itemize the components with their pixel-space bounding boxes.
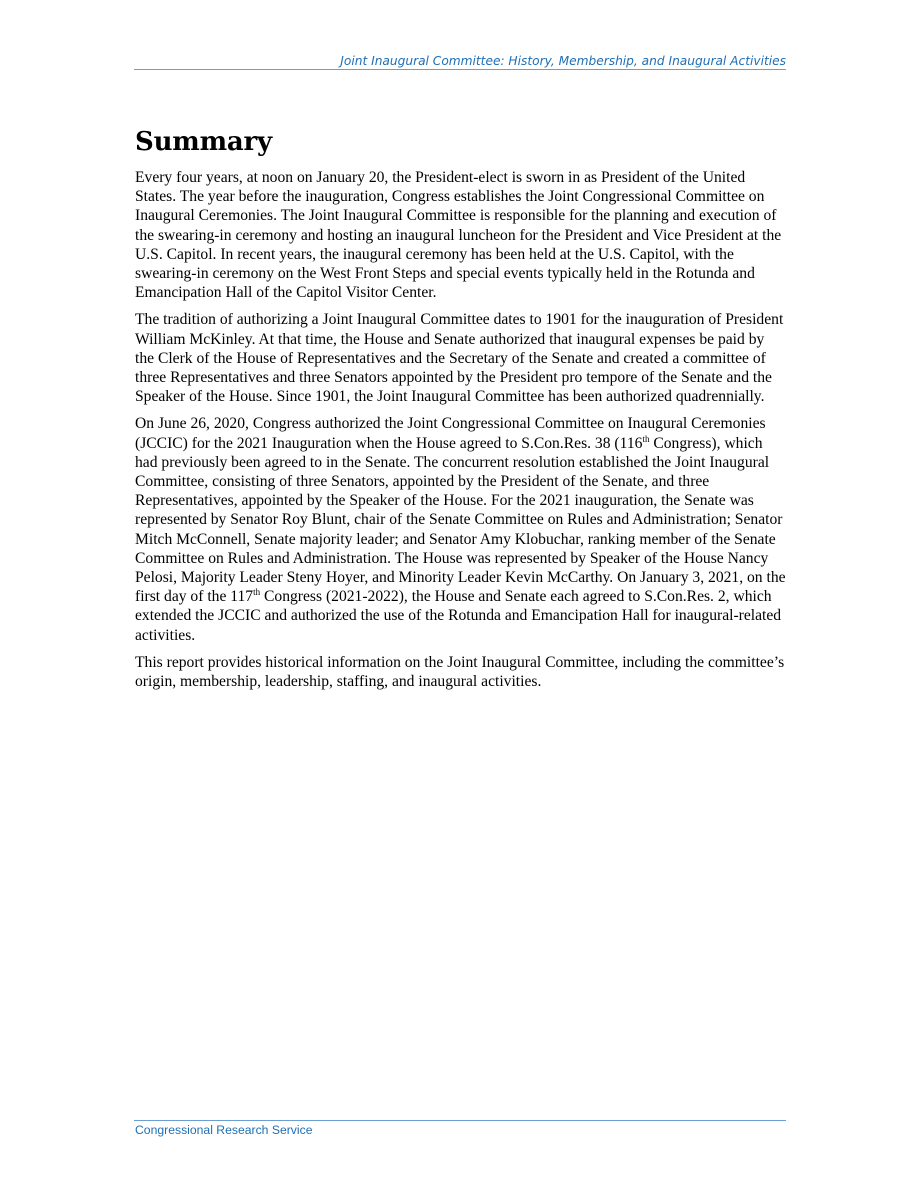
- paragraph-3-text-b: Congress), which had previously been agreed to in the Senate. The concurrent resolution established the Joint Inaugural Committee, consisting of three Senators, appointed by the President of the Senate, and three Representatives, appointed by the Speaker of the House. For the 2021 inauguration, the Senate was represented by Senator Roy Blunt, chair of the Senate Committee on Rules and Administration; Senator Mitch McConnell, Senate majority leader; and Senator Amy Klobuchar, ranking member of the Senate Committee on Rules and Administration. The House was represented by Speaker of the House Nancy Pelosi, Majority Leader Steny Hoyer, and Minority Leader Kevin McCarthy. On January 3, 2021, on the first day of the 117: [135, 434, 786, 606]
- footer-divider: [134, 1120, 786, 1121]
- section-heading: Summary: [135, 127, 272, 157]
- ordinal-suffix-116th: th: [642, 433, 650, 444]
- footer-publisher: Congressional Research Service: [135, 1123, 313, 1137]
- paragraph-3-text-a: On June 26, 2020, Congress authorized the Joint Congressional Committee on Inaugural Ceremonies (JCCIC) for the 2021 Inauguration when the House agreed to S.Con.Res. 38 (116: [135, 415, 766, 452]
- ordinal-suffix-117th: th: [253, 587, 261, 598]
- running-header-title: Joint Inaugural Committee: History, Membership, and Inaugural Activities: [340, 54, 786, 68]
- summary-paragraph-3: [135, 414, 787, 644]
- summary-section: [135, 124, 787, 699]
- paragraph-3-text-c: Congress (2021-2022), the House and Senate each agreed to S.Con.Res. 2, which extended the JCCIC and authorized the use of the Rotunda and Emancipation Hall for inaugural-related activities.: [135, 588, 782, 644]
- header-divider: [134, 69, 786, 70]
- summary-paragraph-2: The tradition of authorizing a Joint Inaugural Committee dates to 1901 for the inauguration of President William McKinley. At that time, the House and Senate authorized that inaugural expenses be paid by the Clerk of the House of Representatives and the Secretary of the Senate and created a committee of three Representatives and three Senators appointed by the President pro tempore of the Senate and the Speaker of the House. Since 1901, the Joint Inaugural Committee has been authorized quadrennially.: [135, 311, 784, 406]
- summary-paragraph-4: This report provides historical information on the Joint Inaugural Committee, including the committee’s origin, membership, leadership, staffing, and inaugural activities.: [135, 653, 785, 691]
- summary-paragraph-1: Every four years, at noon on January 20, the President-elect is sworn in as President of the United States. The year before the inauguration, Congress establishes the Joint Congressional Committee on Inaugural Ceremonies. The Joint Inaugural Committee is responsible for the planning and execution of the swearing-in ceremony and hosting an inaugural luncheon for the President and Vice President at the U.S. Capitol. In recent years, the inaugural ceremony has been held at the U.S. Capitol, with the swearing-in ceremony on the West Front Steps and special events typically held in the Rotunda and Emancipation Hall of the Capitol Visitor Center.: [135, 169, 782, 302]
